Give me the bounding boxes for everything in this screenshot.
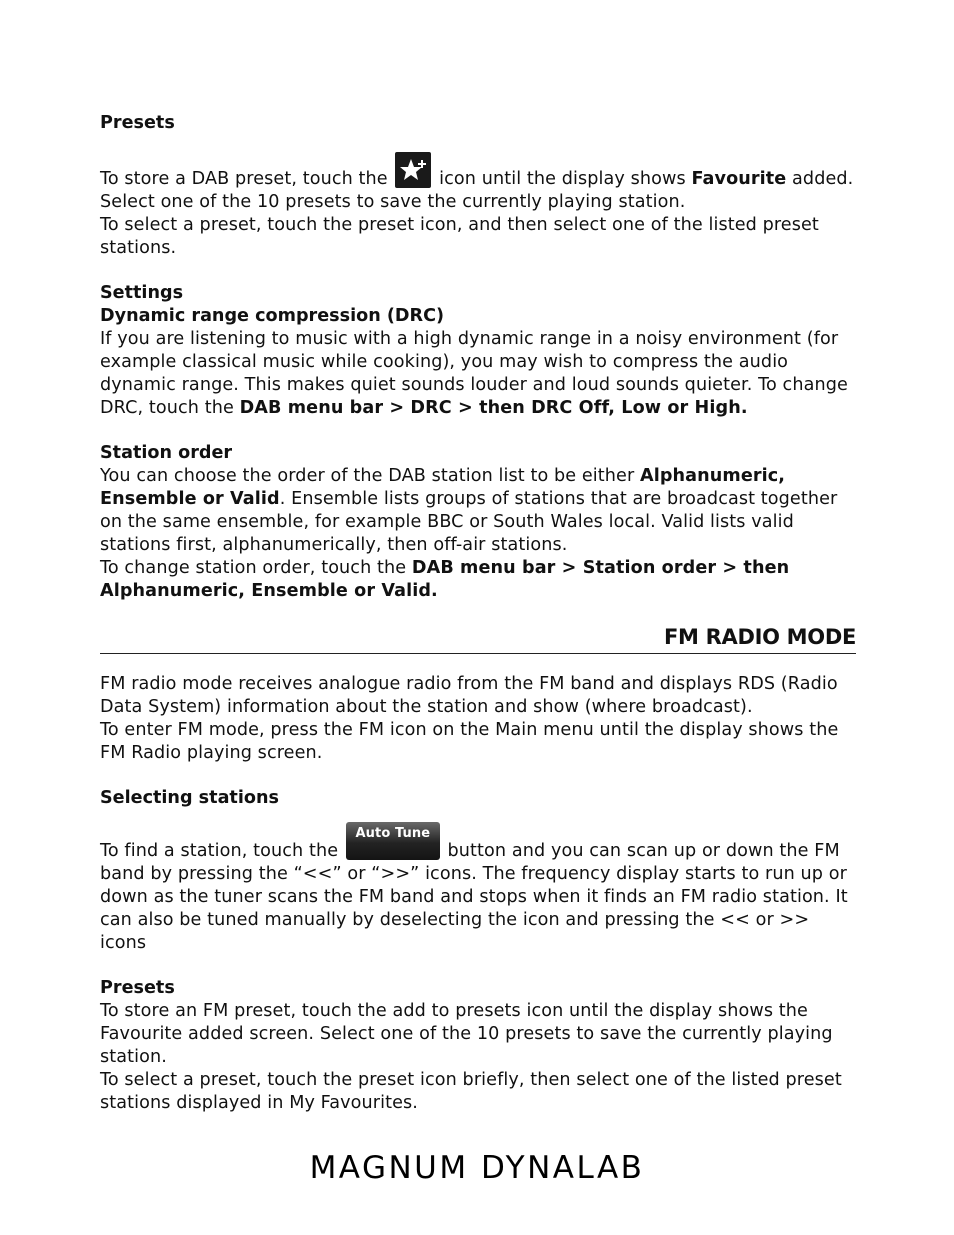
dab-presets-text-c: added. (792, 169, 854, 189)
station-order-heading: Station order (100, 443, 233, 463)
station-order-menu-path: DAB menu bar > Station order > then Alphanumeric, Ensemble or Valid. (100, 558, 790, 601)
fm-intro-paragraph (100, 673, 856, 765)
settings-heading: Settings (100, 283, 184, 303)
drc-paragraph (100, 328, 856, 420)
fm-section-title: FM RADIO MODE (100, 624, 856, 654)
fm-presets-select-text: To select a preset, touch the preset icon briefly, then select one of the listed preset stations displayed in My Favourites. (100, 1070, 842, 1113)
drc-text: If you are listening to music with a high dynamic range in a noisy environment (for example classical music while cooking), you may wish to compress the audio dynamic range. This makes quiet sounds louder and loud sounds quieter. To change DRC, touch the (100, 329, 848, 418)
dab-presets-choose-text: To select a preset, touch the preset icon, and then select one of the listed preset stations. (100, 215, 819, 258)
star-plus-icon[interactable] (395, 152, 431, 188)
station-order-options: Alphanumeric, Ensemble or Valid (100, 466, 786, 509)
fm-intro-text: FM radio mode receives analogue radio from the FM band and displays RDS (Radio Data System) information about the station and show (where broadcast). (100, 674, 838, 717)
fm-presets-heading: Presets (100, 978, 175, 998)
page-content (100, 112, 856, 1115)
station-order-text-b: . Ensemble lists groups of stations that are broadcast together on the same ensemble, for example BBC or South Wales local. Valid lists valid stations first, alphanumerically, then off-air stations. (100, 489, 838, 555)
auto-tune-button[interactable] (346, 822, 440, 860)
selecting-text-b: button and you can scan up or down the FM band by pressing the “<<” or “>>” icons. The frequency display starts to run up or down as the tuner scans the FM band and stops when it finds an FM radio station. It can also be tuned manually by deselecting the icon and pressing the << or >> icons (100, 841, 848, 953)
drc-menu-path: DAB menu bar > DRC > then DRC Off, Low or High. (239, 398, 748, 418)
dab-presets-paragraph (100, 152, 856, 260)
auto-tune-label: Auto Tune (355, 826, 431, 841)
station-order-change-text: To change station order, touch the (100, 558, 407, 578)
dab-presets-heading: Presets (100, 113, 175, 133)
dab-presets-text-b: icon until the display shows (439, 169, 686, 189)
selecting-stations-paragraph (100, 822, 856, 955)
selecting-text-a: To find a station, touch the (100, 841, 339, 861)
station-order-paragraph (100, 465, 856, 603)
fm-presets-paragraph (100, 1000, 856, 1115)
dab-presets-select-text: Select one of the 10 presets to save the currently playing station. (100, 192, 686, 212)
dab-presets-text-a: To store a DAB preset, touch the (100, 169, 388, 189)
fm-enter-text: To enter FM mode, press the FM icon on the Main menu until the display shows the FM Radio playing screen. (100, 720, 839, 763)
fm-presets-store-text: To store an FM preset, touch the add to presets icon until the display shows the Favourite added screen. Select one of the 10 presets to save the currently playing station. (100, 1001, 833, 1067)
station-order-text-a: You can choose the order of the DAB station list to be either (100, 466, 635, 486)
drc-heading: Dynamic range compression (DRC) (100, 306, 445, 326)
favourite-keyword: Favourite (691, 169, 787, 189)
selecting-stations-heading: Selecting stations (100, 788, 279, 808)
brand-logo: MAGNUM DYNALAB (309, 1150, 645, 1186)
